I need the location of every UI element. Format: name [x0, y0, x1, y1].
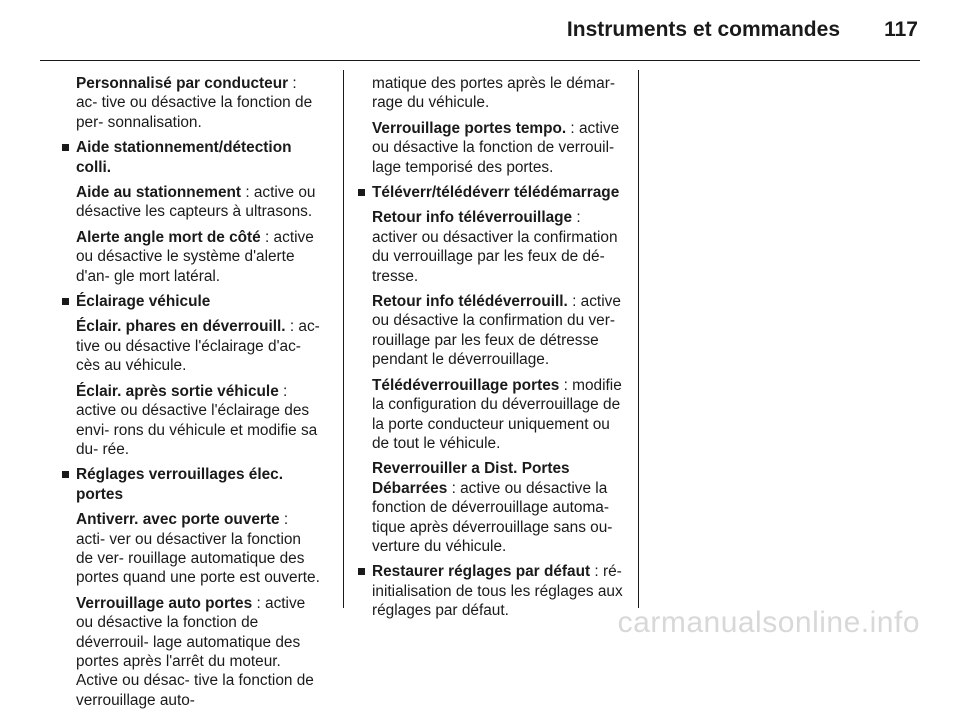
setting-term: Téléverr/télédéverr télédémarrage — [372, 184, 620, 202]
setting-text: : ac- tive ou désactive l'éclairage d'ac- cès au véhicule. — [76, 318, 320, 375]
setting-text: : ré- initialisation de tous les réglages aux réglages par défaut. — [372, 563, 623, 620]
bullet-heading — [64, 465, 320, 504]
setting-description — [64, 228, 320, 286]
setting-description — [360, 208, 624, 286]
bullet-heading — [64, 138, 320, 177]
setting-description — [64, 594, 320, 710]
setting-description — [64, 183, 320, 222]
setting-text: : activer ou désactiver la confirmation du verrouillage par les feux de dé- tresse. — [372, 209, 618, 285]
header-rule — [40, 60, 920, 61]
bullet-heading — [64, 292, 320, 311]
setting-description — [360, 119, 624, 177]
setting-text: : modifie la configuration du déverrouillage de la porte conducteur uniquement ou de tout le véhicule. — [372, 376, 622, 452]
setting-term: Restaurer réglages par défaut — [372, 563, 591, 581]
watermark: carmanualsonline.info — [617, 606, 920, 639]
setting-description — [360, 292, 624, 370]
setting-description — [64, 510, 320, 588]
setting-term: Verrouillage auto portes — [76, 594, 253, 612]
setting-term: Alerte angle mort de côté — [76, 228, 261, 246]
setting-description — [64, 74, 320, 132]
setting-text: : active ou désactive les capteurs à ultrasons. — [76, 184, 316, 221]
setting-text: : active ou désactive la fonction de verrouil- lage temporisé des portes. — [372, 119, 620, 176]
bullet-heading — [360, 562, 624, 620]
setting-term: Retour info téléverrouillage — [372, 209, 573, 227]
setting-term: Verrouillage portes tempo. — [372, 119, 567, 137]
setting-term: Télédéverrouillage portes — [372, 376, 560, 394]
setting-term: Antiverr. avec porte ouverte — [76, 511, 280, 529]
setting-description — [360, 74, 624, 113]
setting-text: matique des portes après le démar- rage du véhicule. — [372, 75, 615, 112]
bullet-heading — [360, 183, 624, 202]
setting-text: : active ou désactive le système d'alerte d'an- gle mort latéral. — [76, 228, 314, 285]
setting-term: Éclair. après sortie véhicule — [76, 382, 279, 400]
setting-description — [64, 317, 320, 375]
middle-column — [360, 74, 624, 627]
setting-term: Éclairage véhicule — [76, 293, 211, 311]
setting-description — [64, 382, 320, 460]
setting-term: Aide au stationnement — [76, 184, 242, 202]
setting-text: : acti- ver ou désactiver la fonction de ver- rouillage automatique des portes quand une porte est ouverte. — [76, 511, 320, 587]
page-title: Instruments et commandes — [566, 18, 840, 41]
setting-description — [360, 459, 624, 556]
setting-term: Aide stationnement/détection colli. — [76, 139, 292, 176]
setting-description — [360, 376, 624, 454]
setting-text: : ac- tive ou désactive la fonction de per- sonnalisation. — [76, 75, 313, 131]
left-column — [64, 74, 320, 716]
page-number: 117 — [884, 18, 918, 41]
setting-term: Éclair. phares en déverrouill. — [76, 318, 286, 336]
setting-term: Reverrouiller a Dist. Portes Débarrées — [372, 460, 570, 497]
setting-text: : active ou désactive la confirmation du ver- rouillage par les feux de détresse pendant le déverrouillage. — [372, 293, 621, 369]
column-divider-2 — [638, 70, 639, 608]
setting-term: Personnalisé par conducteur — [76, 75, 289, 92]
setting-text: : active ou désactive l'éclairage des envi- rons du véhicule et modifie sa du- rée. — [76, 382, 318, 458]
setting-text: : active ou désactive la fonction de déverrouillage automa- tique après déverrouillage sans ou- verture du véhicule. — [372, 479, 613, 555]
setting-term: Retour info télédéverrouill. — [372, 293, 568, 311]
setting-text: : active ou désactive la fonction de déverrouil- lage automatique des portes après l'arrêt du moteur. Active ou désac- tive la fonction de verrouillage auto- — [76, 594, 314, 709]
setting-term: Réglages verrouillages élec. portes — [76, 466, 284, 503]
column-divider-1 — [343, 70, 344, 608]
